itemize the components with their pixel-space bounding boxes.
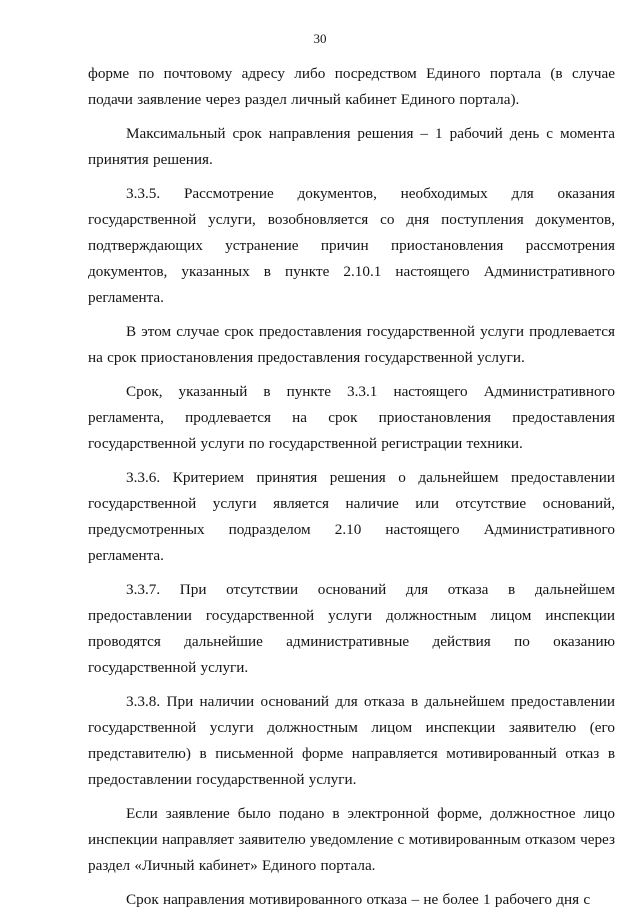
paragraph-electronic-form: Если заявление было подано в электронной форме, должностное лицо инспекции направляет заявителю уведомление с мотивированным отказом через раздел «Личный кабинет» Единого портала. xyxy=(88,805,615,874)
paragraph-max-term: Максимальный срок направления решения – 1 рабочий день с момента принятия решения. xyxy=(88,125,615,168)
paragraph-continuation: форме по почтовому адресу либо посредством Единого портала (в случае подачи заявление через раздел личный кабинет Единого портала). xyxy=(88,65,615,108)
page-number: 30 xyxy=(313,31,327,46)
document-body xyxy=(88,61,615,913)
paragraph-3-3-5: 3.3.5. Рассмотрение документов, необходимых для оказания государственной услуги, возобновляется со дня поступления документов, подтверждающих устранение причин приостановления рассмотрения документов, указанных в пункте 2.10.1 настоящего Административного регламента. xyxy=(88,185,615,306)
paragraph-3-3-6: 3.3.6. Критерием принятия решения о дальнейшем предоставлении государственной услуги является наличие или отсутствие оснований, предусмотренных подразделом 2.10 настоящего Административного регламента. xyxy=(88,469,615,564)
paragraph-term-3-3-1: Срок, указанный в пункте 3.3.1 настоящего Административного регламента, продлевается на срок приостановления предоставления государственной услуги по государственной регистрации техники. xyxy=(88,383,615,452)
paragraph-3-3-8: 3.3.8. При наличии оснований для отказа в дальнейшем предоставлении государственной услуги должностным лицом инспекции заявителю (его представителю) в письменной форме направляется мотивированный отказ в предоставлении государственной услуги. xyxy=(88,693,615,788)
paragraph-3-3-7: 3.3.7. При отсутствии оснований для отказа в дальнейшем предоставлении государственной услуги должностным лицом инспекции проводятся дальнейшие административные действия по оказанию государственной услуги. xyxy=(88,581,615,676)
paragraph-refusal-term: Срок направления мотивированного отказа – не более 1 рабочего дня с xyxy=(126,891,591,908)
paragraph-term-extension: В этом случае срок предоставления государственной услуги продлевается на срок приостановления предоставления государственной услуги. xyxy=(88,323,615,366)
